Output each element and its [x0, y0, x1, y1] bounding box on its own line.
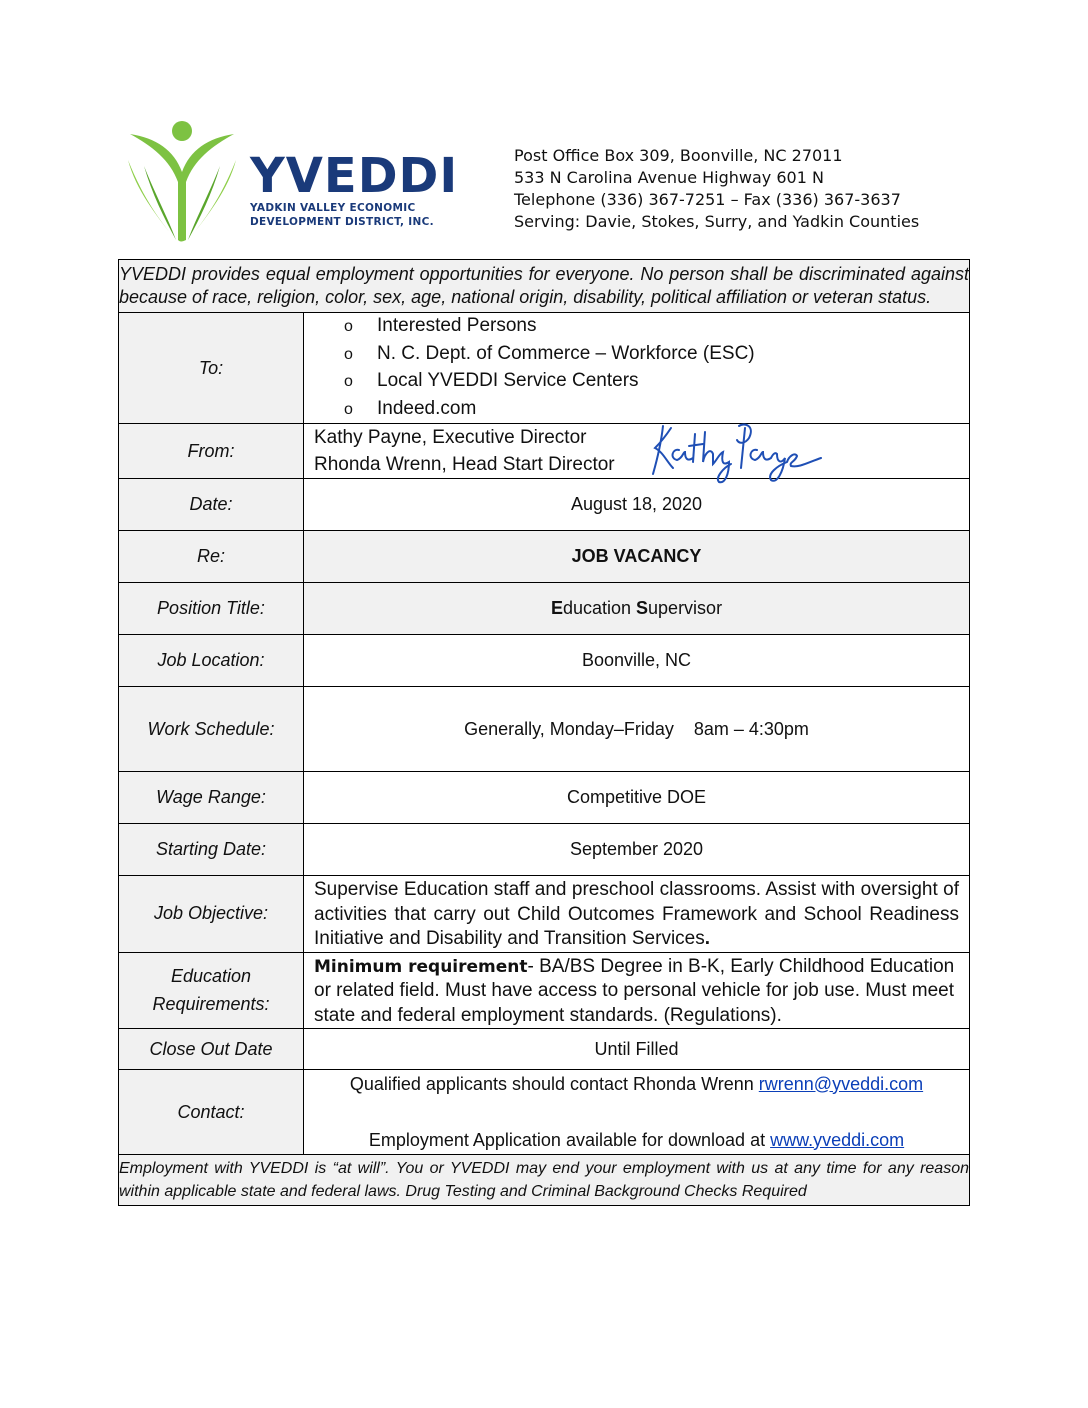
wage-label: Wage Range:	[119, 772, 304, 824]
objective-label: Job Objective:	[119, 876, 304, 953]
date-value: August 18, 2020	[304, 479, 970, 531]
start-value: September 2020	[304, 824, 970, 876]
footer-row	[119, 1155, 970, 1206]
list-item: o Indeed.com	[344, 397, 477, 419]
location-label: Job Location:	[119, 635, 304, 687]
to-label: To:	[119, 313, 304, 424]
date-row	[119, 479, 970, 531]
list-item: o N. C. Dept. of Commerce – Workforce (ESC)	[344, 342, 755, 364]
education-label: Education Requirements:	[119, 952, 304, 1029]
website-link[interactable]: www.yveddi.com	[770, 1129, 905, 1150]
wage-row	[119, 772, 970, 824]
list-item: o Local YVEDDI Service Centers	[344, 370, 639, 391]
re-label: Re:	[119, 531, 304, 583]
schedule-value: Generally, Monday–Friday 8am – 4:30pm	[304, 687, 970, 772]
mailing-address: Post Office Box 309, Boonville, NC 27011 533 N Carolina Avenue Highway 601 N Telephone (336) 367-7251 – Fax (336) 367-3637 Serving: Davie, Stokes, Surry, and Yadkin Counties	[514, 146, 920, 231]
education-value: Minimum requirement- BA/BS Degree in B-K, Early Childhood Education or related field. Must have access to personal vehicle for job use. Must meet state and federal employment standards. (Regulations).	[304, 952, 970, 1029]
location-row	[119, 635, 970, 687]
contact-label: Contact:	[119, 1070, 304, 1155]
from-value: Kathy Payne, Executive Director Rhonda Wrenn, Head Start Director	[304, 424, 970, 479]
yveddi-logo	[126, 120, 459, 245]
to-row	[119, 313, 970, 424]
start-label: Starting Date:	[119, 824, 304, 876]
contact-value: Qualified applicants should contact Rhonda Wrenn rwrenn@yveddi.com Employment Application available for download at www.yveddi.com	[304, 1070, 970, 1155]
date-label: Date:	[119, 479, 304, 531]
objective-row	[119, 876, 970, 953]
from-label: From:	[119, 424, 304, 479]
position-label: Position Title:	[119, 583, 304, 635]
recipient-list	[304, 313, 969, 423]
schedule-row	[119, 687, 970, 772]
close-value: Until Filled	[304, 1029, 970, 1070]
close-label: Close Out Date	[119, 1029, 304, 1070]
schedule-label: Work Schedule:	[119, 687, 304, 772]
to-value	[304, 313, 970, 424]
signature-icon	[649, 418, 829, 488]
close-row	[119, 1029, 970, 1070]
objective-value: Supervise Education staff and preschool classrooms. Assist with oversight of activities that carry out Child Outcomes Framework and School Readiness Initiative and Disability and Transition Services.	[304, 876, 970, 953]
position-value: Education Supervisor	[304, 583, 970, 635]
letterhead	[126, 120, 956, 245]
list-item: o Interested Persons	[344, 315, 537, 336]
contact-row	[119, 1070, 970, 1155]
email-link[interactable]: rwrenn@yveddi.com	[758, 1073, 924, 1094]
position-row	[119, 583, 970, 635]
from-row	[119, 424, 970, 479]
re-value: JOB VACANCY	[304, 531, 970, 583]
eeo-statement: YVEDDI provides equal employment opportunities for everyone. No person shall be discriminated against because of race, religion, color, sex, age, national origin, disability, political affiliation or veteran status.	[119, 260, 970, 313]
figure-leaf-icon	[126, 120, 246, 245]
job-vacancy-table	[118, 259, 970, 1206]
eeo-row	[119, 260, 970, 313]
start-row	[119, 824, 970, 876]
logo-subtitle: YADKIN VALLEY ECONOMIC DEVELOPMENT DISTRICT, INC.	[250, 202, 434, 228]
education-row	[119, 952, 970, 1029]
re-row	[119, 531, 970, 583]
wage-value: Competitive DOE	[304, 772, 970, 824]
logo-wordmark: YVEDDI	[250, 148, 459, 204]
at-will-statement: Employment with YVEDDI is “at will”. You or YVEDDI may end your employment with us at any time for any reason within applicable state and federal laws. Drug Testing and Criminal Background Checks Required	[119, 1155, 970, 1206]
location-value: Boonville, NC	[304, 635, 970, 687]
